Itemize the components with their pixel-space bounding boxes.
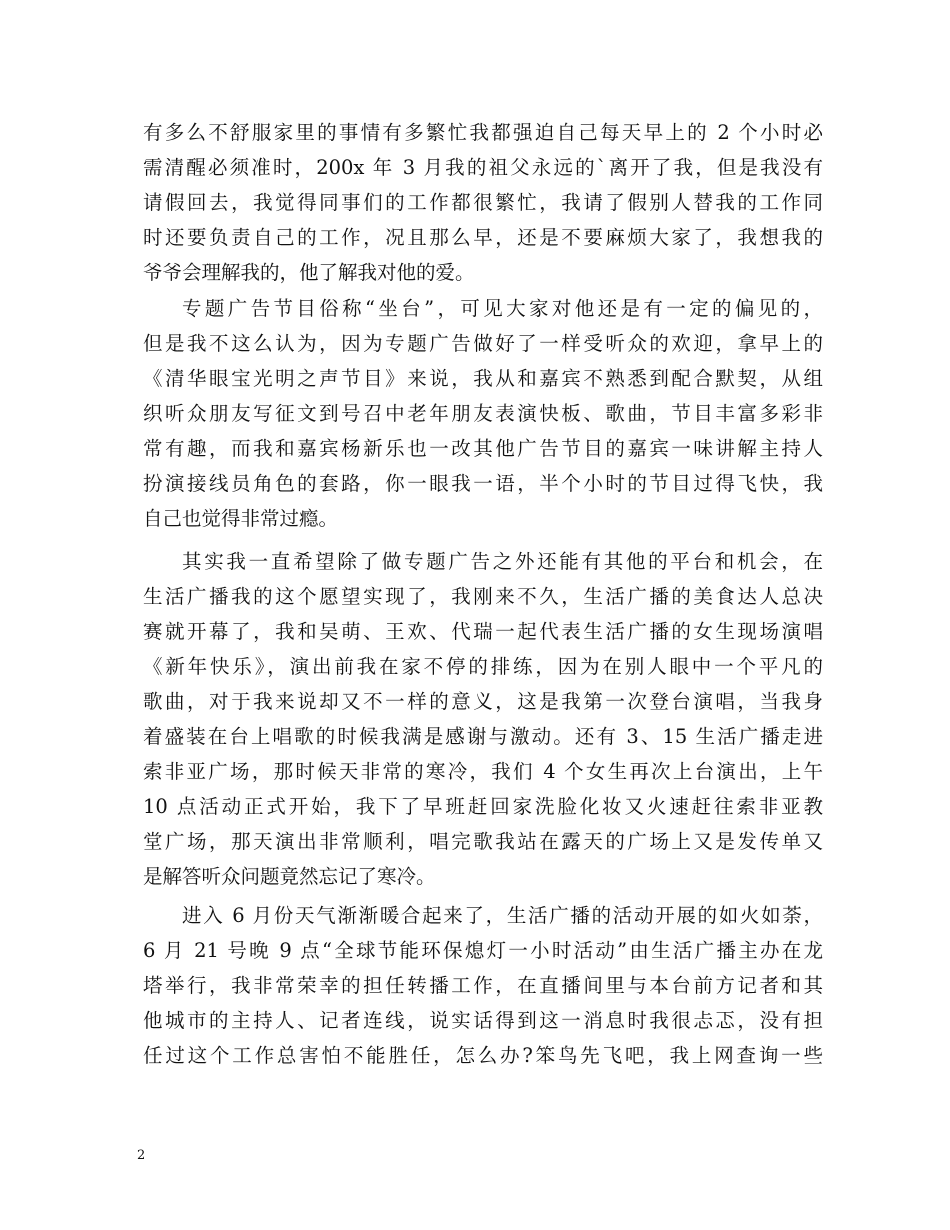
page-number: 2	[137, 1148, 146, 1163]
text-line: 但是我不这么认为，因为专题广告做好了一样受听众的欢迎，拿早上的	[143, 332, 823, 355]
text-line: 任过这个工作总害怕不能胜任，怎么办?笨鸟先飞吧，我上网查询一些	[143, 1044, 823, 1067]
text-line: 扮演接线员角色的套路，你一眼我一语，半个小时的节目过得飞快，我	[143, 472, 823, 495]
text-line: 他城市的主持人、记者连线，说实话得到这一消息时我很忐忑，没有担	[143, 1009, 823, 1032]
text-line: 堂广场，那天演出非常顺利，唱完歌我站在露天的广场上又是发传单又	[143, 830, 823, 853]
text-line: 有多么不舒服家里的事情有多繁忙我都强迫自己每天早上的 2 个小时必	[143, 121, 823, 144]
text-line: 《清华眼宝光明之声节目》来说，我从和嘉宾不熟悉到配合默契，从组	[143, 367, 823, 390]
text-line: 爷爷会理解我的，他了解我对他的爱。	[143, 261, 475, 284]
text-line: 织听众朋友写征文到号召中老年朋友表演快板、歌曲，节目丰富多彩非	[143, 402, 823, 425]
text-line: 专题广告节目俗称“坐台”，可见大家对他还是有一定的偏见的，	[182, 297, 823, 320]
text-line: 赛就开幕了，我和吴萌、王欢、代瑞一起代表生活广播的女生现场演唱	[143, 620, 823, 643]
text-line: 请假回去，我觉得同事们的工作都很繁忙，我请了假别人替我的工作同	[143, 191, 823, 214]
text-line: 6 月 21 号晚 9 点“全球节能环保熄灯一小时活动”由生活广播主办在龙	[143, 939, 823, 962]
text-line: 歌曲，对于我来说却又不一样的意义，这是我第一次登台演唱，当我身	[143, 690, 823, 713]
text-line: 需清醒必须准时，200x 年 3 月我的祖父永远的`离开了我，但是我没有	[143, 156, 823, 179]
text-line: 塔举行，我非常荣幸的担任转播工作，在直播间里与本台前方记者和其	[143, 974, 823, 997]
text-line: 索非亚广场，那时候天非常的寒冷，我们 4 个女生再次上台演出，上午	[143, 760, 823, 783]
text-line: 常有趣，而我和嘉宾杨新乐也一改其他广告节目的嘉宾一味讲解主持人	[143, 437, 823, 460]
text-line: 生活广播我的这个愿望实现了，我刚来不久，生活广播的美食达人总决	[143, 585, 823, 608]
text-line: 进入 6 月份天气渐渐暖合起来了，生活广播的活动开展的如火如荼，	[182, 904, 823, 927]
text-line: 时还要负责自己的工作，况且那么早，还是不要麻烦大家了，我想我的	[143, 226, 823, 249]
text-line: 《新年快乐》，演出前我在家不停的排练，因为在别人眼中一个平凡的	[143, 655, 823, 678]
text-line: 着盛装在台上唱歌的时候我满是感谢与激动。还有 3、15 生活广播走进	[143, 725, 823, 748]
text-line: 是解答听众问题竟然忘记了寒冷。	[143, 865, 436, 888]
text-line: 10 点活动正式开始，我下了早班赶回家洗脸化妆又火速赶往索非亚教	[143, 795, 823, 818]
text-line: 其实我一直希望除了做专题广告之外还能有其他的平台和机会，在	[182, 550, 823, 573]
text-line: 自己也觉得非常过瘾。	[143, 507, 339, 530]
